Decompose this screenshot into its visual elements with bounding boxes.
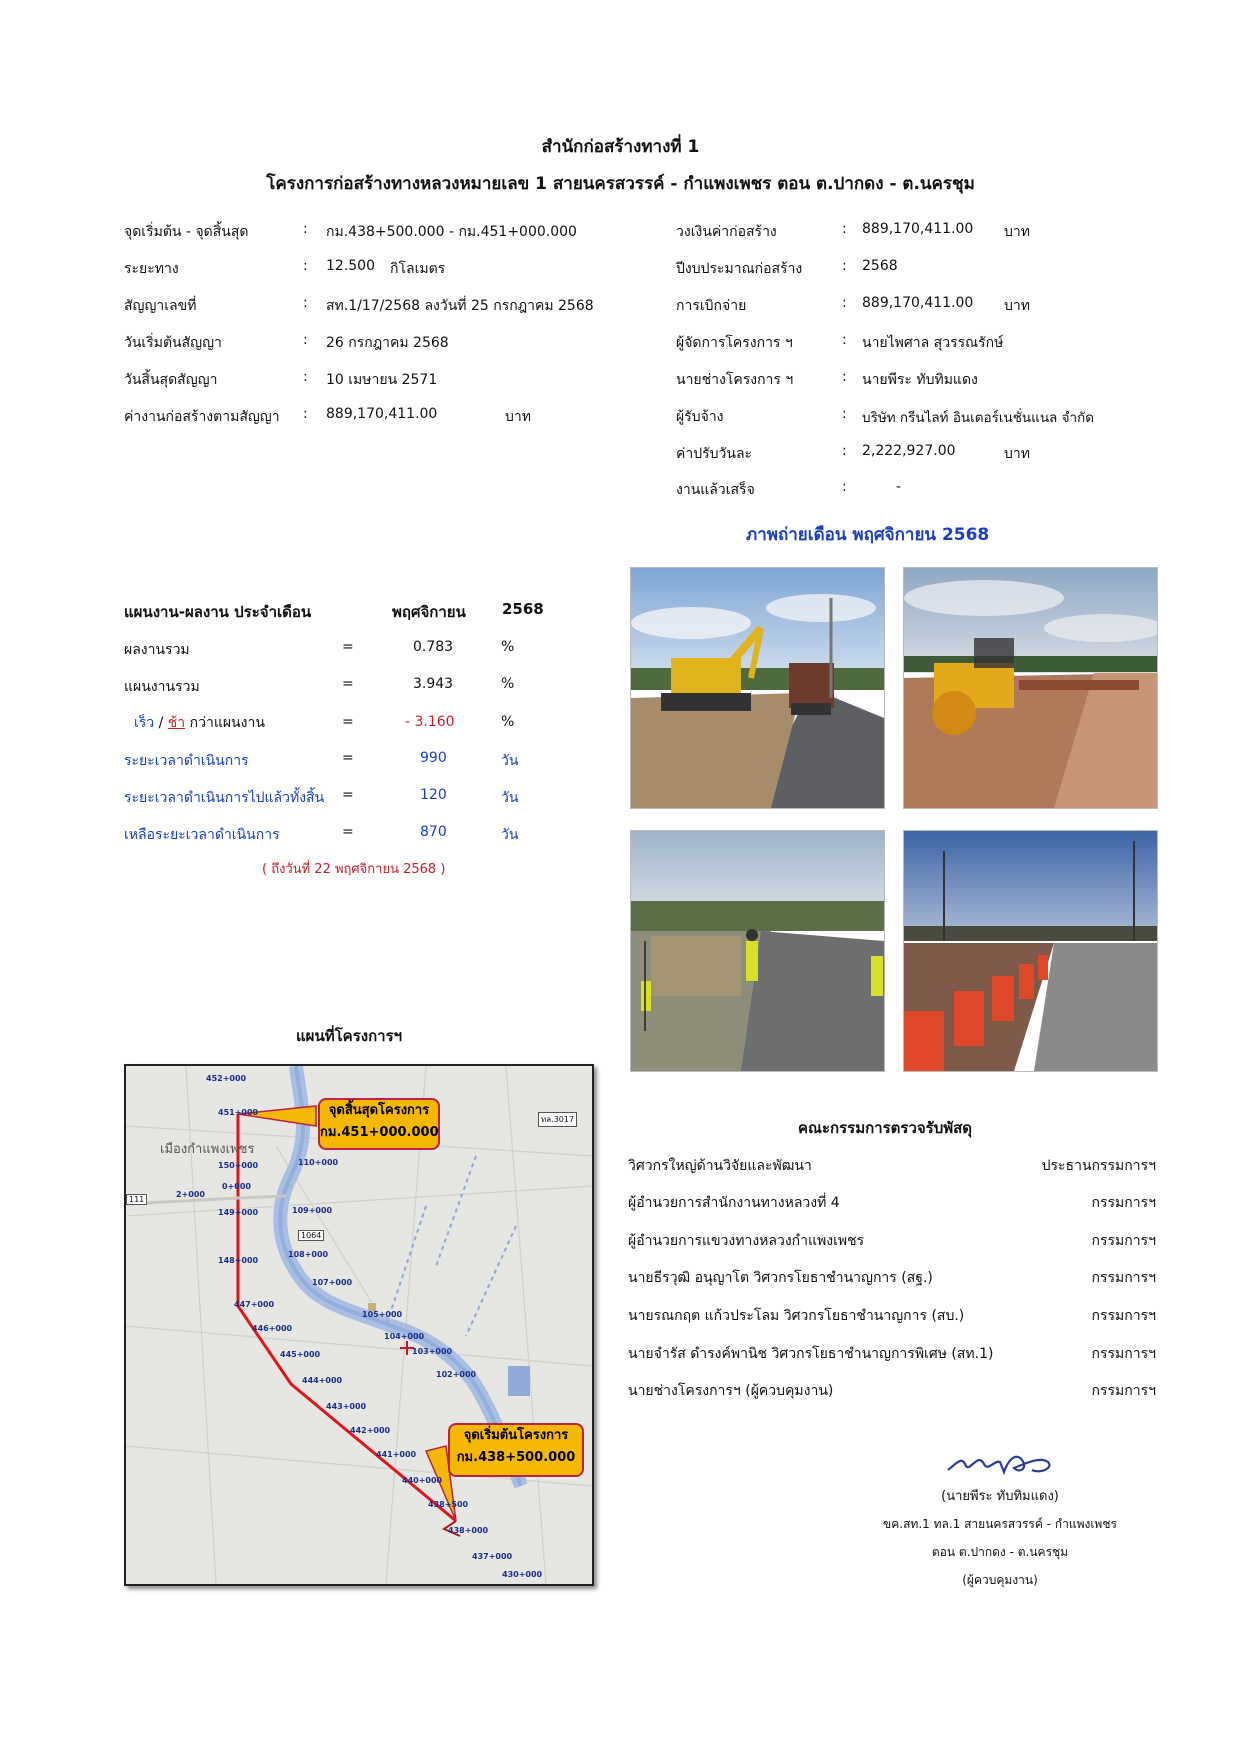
committee-member: ผู้อำนวยการสำนักงานทางหลวงที่ 4 (628, 1195, 840, 1211)
end-callout-km: กม.451+000.000 (320, 1125, 439, 1140)
info-value: 889,170,411.00 (326, 406, 438, 422)
info-label: การเบิกจ่าย (676, 298, 747, 314)
progress-label: ผลงานรวม (124, 642, 190, 658)
progress-value: 870 (420, 824, 447, 840)
start-point-callout (448, 1423, 584, 1477)
progress-label: ระยะเวลาดำเนินการไปแล้วทั้งสิ้น (124, 790, 325, 806)
info-value: 12.500 (326, 258, 375, 274)
map-km-label: 443+000 (326, 1402, 367, 1411)
committee-role: กรรมการฯ (1091, 1270, 1156, 1286)
as-of-date: ( ถึงวันที่ 22 พฤศจิกายน 2568 ) (262, 862, 446, 877)
map-km-label: 108+000 (288, 1250, 329, 1259)
progress-label: ระยะเวลาดำเนินการ (124, 753, 249, 769)
map-km-label: 107+000 (312, 1278, 353, 1287)
progress-eq: = (342, 787, 354, 803)
map-km-label: 437+000 (472, 1552, 513, 1561)
map-km-label: 104+000 (384, 1332, 425, 1341)
info-colon: : (303, 406, 308, 422)
progress-eq: = (342, 676, 354, 692)
progress-label: แผนงานรวม (124, 679, 200, 695)
committee-role: กรรมการฯ (1091, 1383, 1156, 1399)
project-map (124, 1064, 594, 1586)
info-value: นายไพศาล สุวรรณรักษ์ (862, 335, 1004, 351)
info-colon: : (303, 332, 308, 348)
info-label: ระยะทาง (124, 261, 179, 277)
info-colon: : (303, 295, 308, 311)
map-km-label: 102+000 (436, 1370, 477, 1379)
progress-unit: วัน (501, 827, 519, 843)
road-shield: 1064 (298, 1230, 324, 1241)
map-km-label: 445+000 (280, 1350, 321, 1359)
info-value: 10 เมษายน 2571 (326, 372, 438, 388)
progress-unit: วัน (501, 790, 519, 806)
site-photo-barriers (903, 830, 1158, 1072)
info-label: จุดเริ่มต้น - จุดสิ้นสุด (124, 224, 249, 240)
signer-title-2: ตอน ต.ปากดง - ต.นครชุม (931, 1545, 1069, 1559)
info-value: 889,170,411.00 (862, 221, 974, 237)
info-value: 2568 (862, 258, 898, 274)
behind-text: ช้า (167, 715, 186, 731)
map-km-label: 148+000 (218, 1256, 259, 1265)
info-value: - (896, 479, 902, 495)
info-label: วันเริ่มต้นสัญญา (124, 335, 222, 351)
info-label: ค่างานก่อสร้างตามสัญญา (124, 409, 280, 425)
town-label: เมืองกำแพงเพชร (160, 1142, 255, 1157)
signer-title-3: (ผู้ควบคุมงาน) (962, 1573, 1038, 1587)
map-km-label: 442+000 (350, 1426, 391, 1435)
map-km-label: 150+000 (218, 1161, 259, 1170)
info-label: สัญญาเลขที่ (124, 298, 197, 314)
map-km-label: 438+500 (428, 1500, 469, 1509)
map-km-label: 440+000 (402, 1476, 443, 1485)
compare-text: กว่าแผนงาน (185, 715, 265, 731)
info-colon: : (842, 332, 847, 348)
site-photo-excavator (630, 567, 885, 809)
progress-eq: = (342, 639, 354, 655)
site-photo-workers (630, 830, 885, 1072)
progress-unit: % (501, 714, 515, 730)
map-km-label: 447+000 (234, 1300, 275, 1309)
committee-role: กรรมการฯ (1091, 1233, 1156, 1249)
progress-eq: = (342, 824, 354, 840)
progress-eq: = (342, 714, 354, 730)
progress-value: 3.943 (413, 676, 454, 692)
end-callout-title: จุดสิ้นสุดโครงการ (328, 1103, 430, 1118)
map-km-label: 430+000 (502, 1570, 543, 1579)
map-km-label: 2+000 (176, 1190, 205, 1199)
start-callout-km: กม.438+500.000 (456, 1450, 576, 1465)
signer-name: (นายพีระ ทับทิมแดง) (941, 1489, 1059, 1504)
info-label: นายช่างโครงการ ฯ (676, 372, 794, 388)
info-colon: : (842, 258, 847, 274)
progress-value-diff: - 3.160 (405, 714, 455, 730)
info-colon: : (842, 221, 847, 237)
info-colon: : (842, 406, 847, 422)
info-value: กม.438+500.000 - กม.451+000.000 (326, 224, 577, 240)
info-colon: : (303, 221, 308, 237)
info-colon: : (303, 258, 308, 274)
info-label: งานแล้วเสร็จ (676, 482, 755, 498)
progress-value: 120 (420, 787, 447, 803)
info-unit: บาท (1004, 298, 1030, 314)
info-unit: บาท (505, 409, 531, 425)
separator-text: / (154, 715, 168, 731)
committee-role: กรรมการฯ (1091, 1308, 1156, 1324)
signer-title-1: ขค.สท.1 ทล.1 สายนครสวรรค์ - กำแพงเพชร (883, 1517, 1117, 1531)
progress-eq: = (342, 750, 354, 766)
info-colon: : (842, 295, 847, 311)
info-label: ผู้รับจ้าง (676, 409, 724, 425)
map-km-label: 441+000 (376, 1450, 417, 1459)
info-label: วงเงินค่าก่อสร้าง (676, 224, 777, 240)
start-callout-title: จุดเริ่มต้นโครงการ (463, 1428, 569, 1443)
info-value: 2,222,927.00 (862, 443, 956, 459)
info-value: 26 กรกฎาคม 2568 (326, 335, 449, 351)
map-km-label: 105+000 (362, 1310, 403, 1319)
map-km-label: 0+000 (222, 1182, 251, 1191)
info-value: บริษัท กรีนไลท์ อินเตอร์เนชั่นแนล จำกัด (862, 410, 1095, 426)
progress-value: 0.783 (413, 639, 454, 655)
signature-mark (944, 1442, 1064, 1486)
committee-member: นายช่างโครงการฯ (ผู้ควบคุมงาน) (628, 1383, 834, 1399)
map-km-label: 109+000 (292, 1206, 333, 1215)
road-shield: 111 (126, 1194, 147, 1205)
info-unit: กิโลเมตร (390, 261, 446, 277)
info-unit: บาท (1004, 224, 1030, 240)
committee-member: นายจำรัส ดำรงค์พานิช วิศวกรโยธาชำนาญการพิเศษ (สท.1) (628, 1346, 994, 1362)
info-colon: : (842, 369, 847, 385)
map-km-label: 438+000 (448, 1526, 489, 1535)
committee-title: คณะกรรมการตรวจรับพัสดุ (798, 1119, 973, 1137)
progress-unit: % (501, 676, 515, 692)
progress-unit: % (501, 639, 515, 655)
project-title: โครงการก่อสร้างทางหลวงหมายเลข 1 สายนครสวรรค์ - กำแพงเพชร ตอน ต.ปากดง - ต.นครชุม (266, 174, 975, 194)
map-km-label: 444+000 (302, 1376, 343, 1385)
info-value: สท.1/17/2568 ลงวันที่ 25 กรกฎาคม 2568 (326, 298, 594, 314)
map-km-label: 103+000 (412, 1347, 453, 1356)
map-km-label: 451+000 (218, 1108, 259, 1117)
progress-value: 990 (420, 750, 447, 766)
map-km-label: 149+000 (218, 1208, 259, 1217)
progress-unit: วัน (501, 753, 519, 769)
info-colon: : (303, 369, 308, 385)
map-km-label: 110+000 (298, 1158, 339, 1167)
info-colon: : (842, 443, 847, 459)
map-km-label: 446+000 (252, 1324, 293, 1333)
committee-role: กรรมการฯ (1091, 1195, 1156, 1211)
progress-year: 2568 (502, 600, 544, 618)
map-title: แผนที่โครงการฯ (296, 1027, 403, 1045)
info-value: นายพีระ ทับทิมแดง (862, 372, 978, 388)
info-label: วันสิ้นสุดสัญญา (124, 372, 218, 388)
info-label: ปีงบประมาณก่อสร้าง (676, 261, 803, 277)
info-label: ผู้จัดการโครงการ ฯ (676, 335, 793, 351)
ahead-text: เร็ว (134, 715, 155, 731)
office-title: สำนักก่อสร้างทางที่ 1 (541, 137, 700, 157)
map-km-label: 452+000 (206, 1074, 247, 1083)
progress-heading: แผนงาน-ผลงาน ประจำเดือน (124, 603, 312, 621)
progress-label: เหลือระยะเวลาดำเนินการ (124, 827, 280, 843)
committee-role: ประธานกรรมการฯ (1041, 1158, 1156, 1174)
road-shield: ทล.3017 (538, 1112, 577, 1127)
info-colon: : (842, 479, 847, 495)
committee-role: กรรมการฯ (1091, 1346, 1156, 1362)
end-point-callout (318, 1098, 440, 1150)
committee-member: นายรณกฤต แก้วประโลม วิศวกรโยธาชำนาญการ (สบ.) (628, 1308, 965, 1324)
committee-member: วิศวกรใหญ่ด้านวิจัยและพัฒนา (628, 1158, 812, 1174)
photos-title: ภาพถ่ายเดือน พฤศจิกายน 2568 (746, 525, 990, 545)
site-photo-roller (903, 567, 1158, 809)
info-unit: บาท (1004, 446, 1030, 462)
info-value: 889,170,411.00 (862, 295, 974, 311)
progress-month: พฤศจิกายน (392, 603, 466, 621)
committee-member: นายธีรวุฒิ อนุญาโต วิศวกรโยธาชำนาญการ (สฐ.) (628, 1270, 933, 1286)
committee-member: ผู้อำนวยการแขวงทางหลวงกำแพงเพชร (628, 1233, 865, 1249)
progress-label-ahead-behind (134, 712, 265, 734)
info-label: ค่าปรับวันละ (676, 446, 753, 462)
